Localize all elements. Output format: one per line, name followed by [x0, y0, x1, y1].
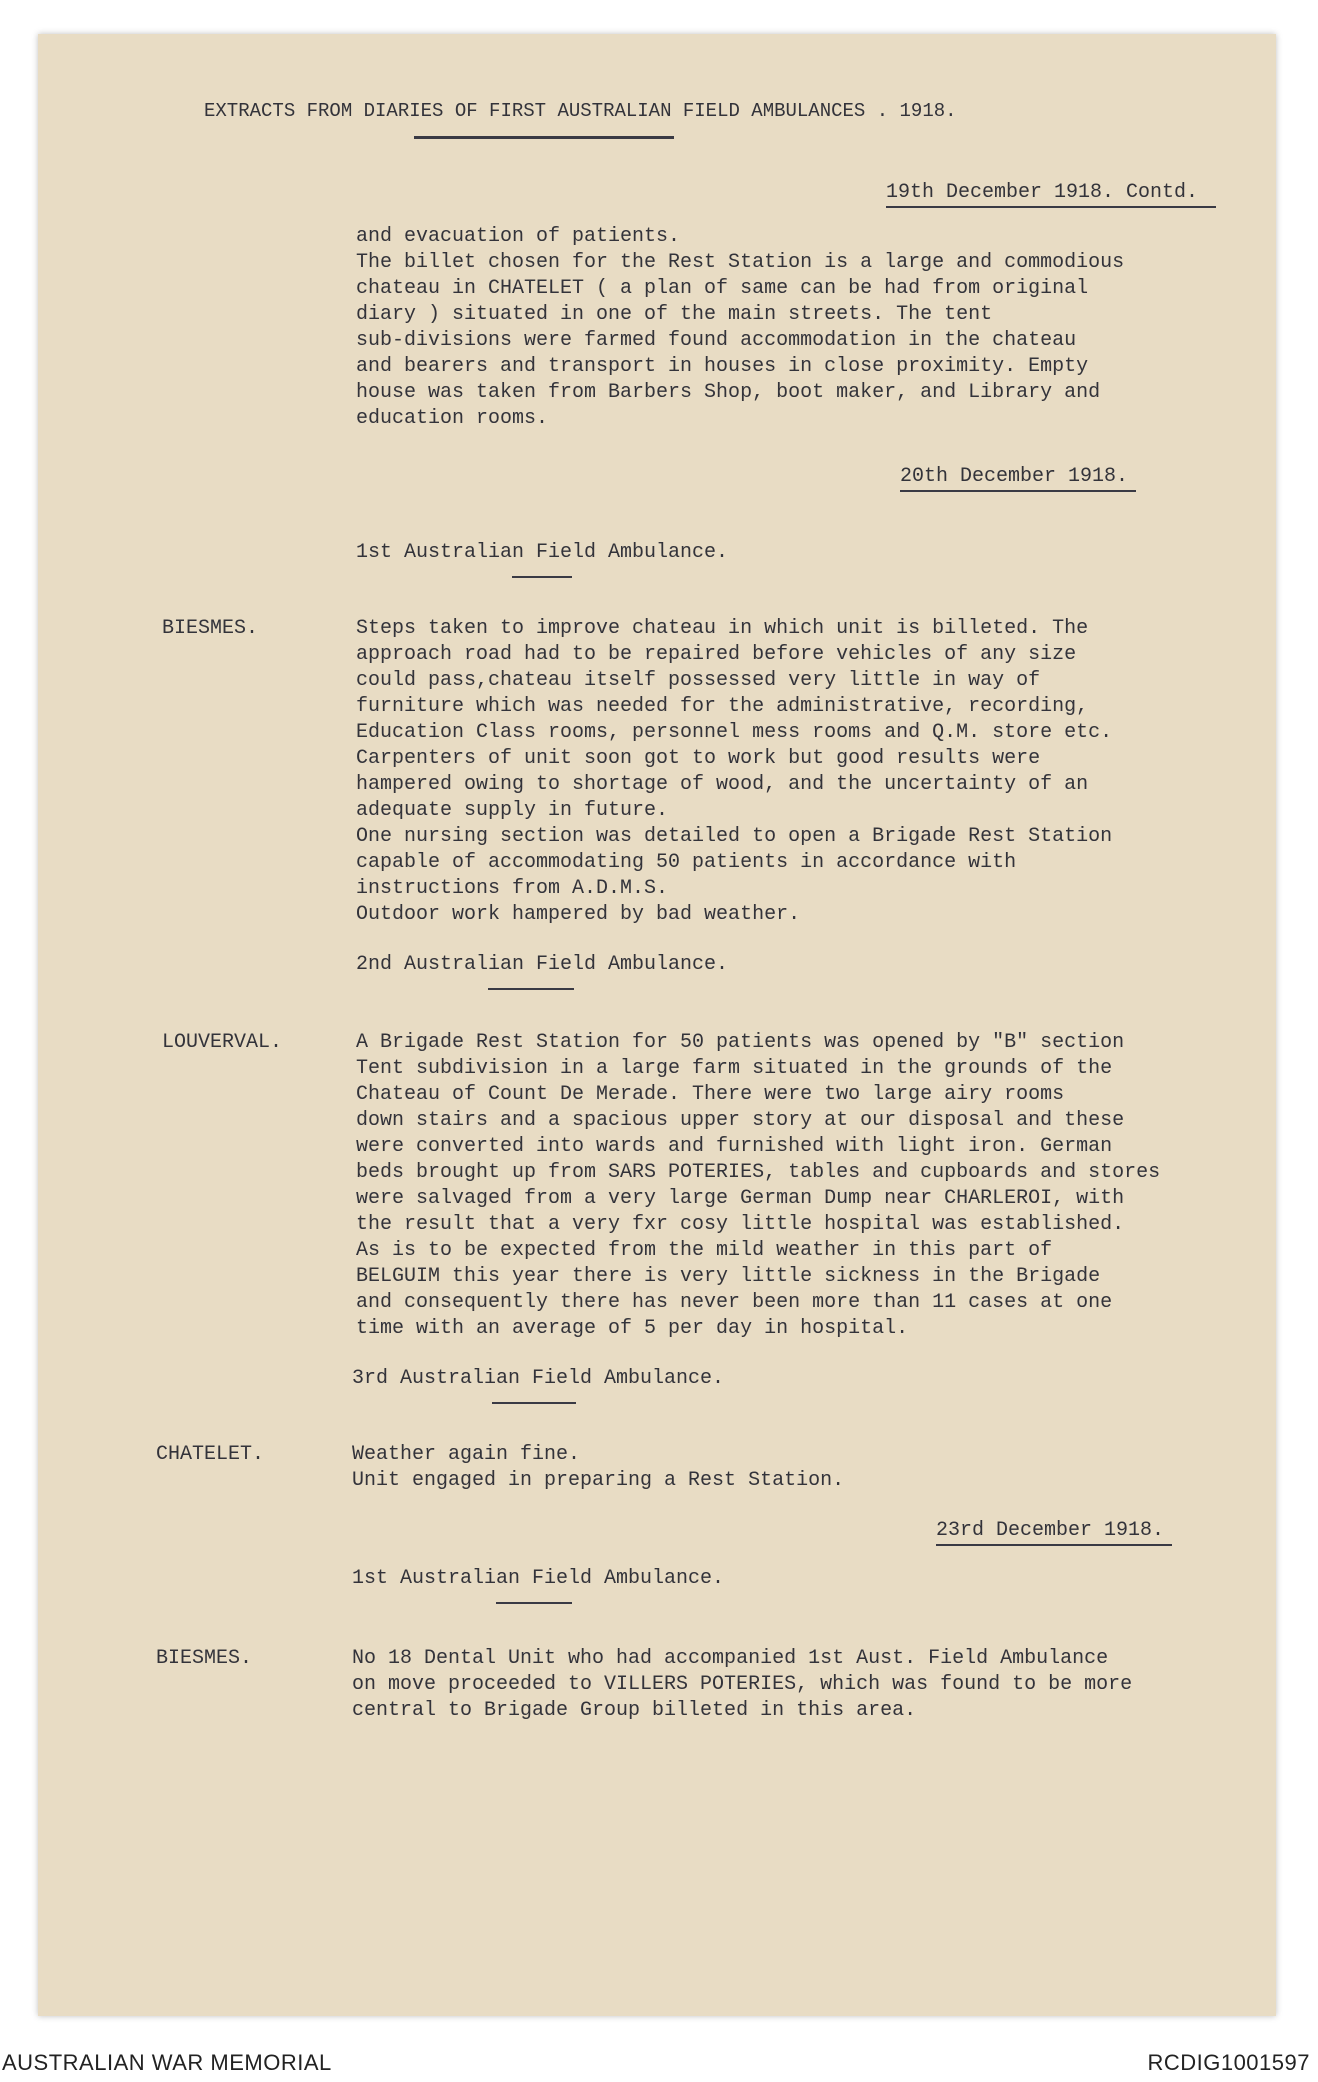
text-line: The billet chosen for the Rest Station is a large and commodious — [356, 251, 1125, 274]
text-line: chateau in CHATELET ( a plan of same can be had from original — [356, 277, 1089, 300]
text-line: and bearers and transport in houses in close proximity. Empty — [356, 355, 1089, 378]
text-line: Carpenters of unit soon got to work but good results were — [356, 747, 1041, 770]
text-line: Unit engaged in preparing a Rest Station. — [352, 1469, 845, 1492]
unit-underline-1st-b — [496, 1602, 572, 1604]
date-underline-23rd — [936, 1544, 1172, 1546]
text-line: and evacuation of patients. — [356, 225, 681, 248]
text-line: and consequently there has never been more than 11 cases at one — [356, 1291, 1113, 1314]
text-line: As is to be expected from the mild weather in this part of — [356, 1239, 1053, 1262]
unit-underline-2nd — [488, 988, 574, 990]
text-line: sub-divisions were farmed found accommodation in the chateau — [356, 329, 1077, 352]
paragraph-biesmes-2 — [352, 1646, 1132, 1724]
text-line: down stairs and a spacious upper story at our disposal and these — [356, 1109, 1125, 1132]
text-line: No 18 Dental Unit who had accompanied 1st Aust. Field Ambulance — [352, 1647, 1109, 1670]
document-title: EXTRACTS FROM DIARIES OF FIRST AUSTRALIAN FIELD AMBULANCES . 1918. — [204, 100, 957, 122]
text-line: Steps taken to improve chateau in which unit is billeted. The — [356, 617, 1089, 640]
text-line: beds brought up from SARS POTERIES, tables and cupboards and stores — [356, 1161, 1161, 1184]
text-line: central to Brigade Group billeted in this area. — [352, 1699, 917, 1722]
text-line: were salvaged from a very large German Dump near CHARLEROI, with — [356, 1187, 1125, 1210]
paragraph-contd — [356, 224, 1124, 432]
text-line: time with an average of 5 per day in hospital. — [356, 1317, 909, 1340]
unit-heading-3rd: 3rd Australian Field Ambulance. — [352, 1367, 725, 1390]
unit-heading-1st-b: 1st Australian Field Ambulance. — [352, 1567, 725, 1590]
date-heading-23rd: 23rd December 1918. — [936, 1519, 1165, 1542]
text-line: Outdoor work hampered by bad weather. — [356, 903, 801, 926]
date-underline-19th — [886, 206, 1216, 208]
text-line: hampered owing to shortage of wood, and the uncertainty of an — [356, 773, 1089, 796]
location-biesmes-2: BIESMES. — [156, 1647, 253, 1670]
text-line: education rooms. — [356, 407, 549, 430]
location-louverval: LOUVERVAL. — [162, 1031, 283, 1054]
text-line: diary ) situated in one of the main streets. The tent — [356, 303, 993, 326]
document-page — [38, 34, 1276, 2016]
date-heading-19th: 19th December 1918. Contd. — [886, 181, 1199, 204]
text-line: were converted into wards and furnished with light iron. German — [356, 1135, 1113, 1158]
paragraph-louverval — [356, 1030, 1160, 1342]
date-heading-20th: 20th December 1918. — [900, 465, 1129, 488]
text-line: adequate supply in future. — [356, 799, 669, 822]
footer-archive-name: AUSTRALIAN WAR MEMORIAL — [2, 2050, 332, 2075]
unit-heading-2nd: 2nd Australian Field Ambulance. — [356, 953, 729, 976]
paragraph-biesmes-1 — [356, 616, 1112, 928]
date-underline-20th — [900, 490, 1136, 492]
unit-underline-3rd — [492, 1402, 576, 1404]
text-line: could pass,chateau itself possessed very little in way of — [356, 669, 1041, 692]
unit-heading-1st: 1st Australian Field Ambulance. — [356, 541, 729, 564]
text-line: A Brigade Rest Station for 50 patients was opened by "B" section — [356, 1031, 1125, 1054]
text-line: Education Class rooms, personnel mess rooms and Q.M. store etc. — [356, 721, 1113, 744]
text-line: on move proceeded to VILLERS POTERIES, which was found to be more — [352, 1673, 1133, 1696]
location-biesmes-1: BIESMES. — [162, 617, 259, 640]
text-line: capable of accommodating 50 patients in accordance with — [356, 851, 1017, 874]
text-line: BELGUIM this year there is very little sickness in the Brigade — [356, 1265, 1101, 1288]
text-line: Weather again fine. — [352, 1443, 581, 1466]
text-line: furniture which was needed for the administrative, recording, — [356, 695, 1089, 718]
unit-underline-1st — [512, 576, 572, 578]
title-underline — [414, 136, 674, 139]
text-line: instructions from A.D.M.S. — [356, 877, 669, 900]
text-line: Chateau of Count De Merade. There were two large airy rooms — [356, 1083, 1065, 1106]
text-line: Tent subdivision in a large farm situated in the grounds of the — [356, 1057, 1113, 1080]
paragraph-chatelet — [352, 1442, 844, 1494]
text-line: the result that a very fxr cosy little hospital was established. — [356, 1213, 1125, 1236]
footer-record-id: RCDIG1001597 — [1147, 2050, 1310, 2075]
text-line: house was taken from Barbers Shop, boot maker, and Library and — [356, 381, 1101, 404]
text-line: One nursing section was detailed to open a Brigade Rest Station — [356, 825, 1113, 848]
text-line: approach road had to be repaired before vehicles of any size — [356, 643, 1077, 666]
location-chatelet: CHATELET. — [156, 1443, 265, 1466]
